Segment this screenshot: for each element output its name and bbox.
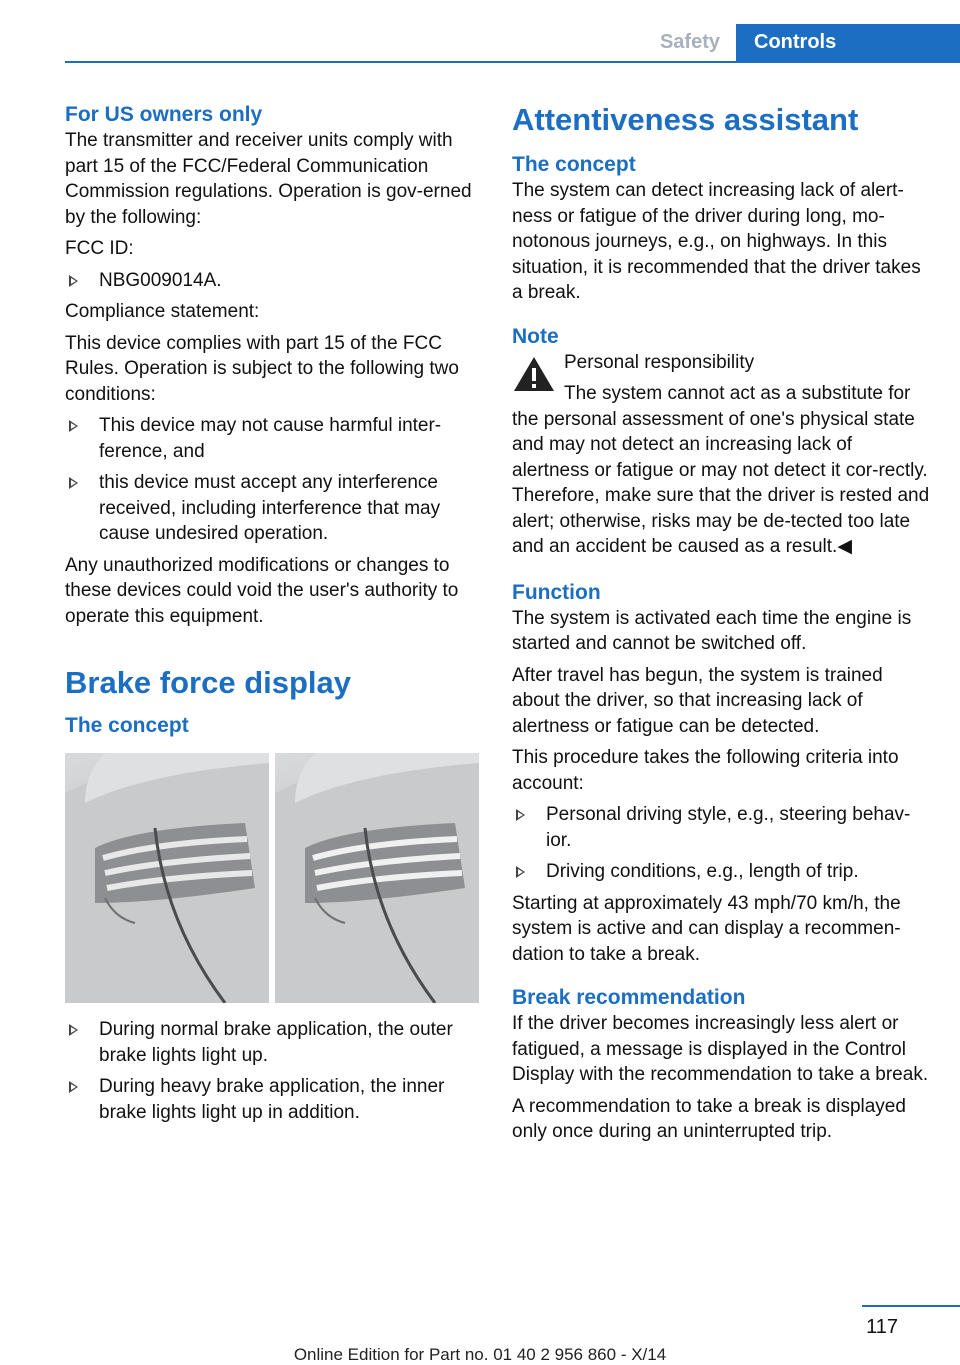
list-item-text: During heavy brake application, the inner brake lights light up in addition. (99, 1076, 445, 1123)
list-item-text: NBG009014A. (99, 269, 222, 291)
footer-rule (862, 1305, 960, 1307)
left-column (65, 102, 480, 1131)
unauthorized-paragraph: Any unauthorized modifications or changes to these devices could void the user's authority to operate this equipment. (65, 554, 459, 627)
list-item-text: this device must accept any interference received, including interference that may cause undesired operation. (99, 472, 441, 544)
attentiveness-title: Attentiveness assistant (512, 102, 859, 137)
list-item-text: Personal driving style, e.g., steering behav‐ior. (546, 804, 911, 851)
triangle-bullet-icon (516, 809, 525, 821)
header-chapter-label: Controls (736, 24, 960, 62)
triangle-bullet-icon (516, 866, 525, 878)
us-owners-heading: For US owners only (65, 103, 263, 126)
function-paragraph-4: Starting at approximately 43 mph/70 km/h, the system is active and can display a recommen‐dation to take a break. (512, 892, 901, 965)
brake-force-title: Brake force display (65, 665, 352, 700)
list-item (512, 859, 930, 885)
brake-lights-heavy-image (275, 753, 479, 1003)
edition-footer: Online Edition for Part no. 01 40 2 956 860 - X/14 (293, 1345, 667, 1364)
page-number: 117 (866, 1316, 898, 1338)
list-item (65, 1017, 480, 1068)
conditions-list (65, 413, 480, 547)
fcc-id-label: FCC ID: (65, 238, 134, 259)
function-paragraph-1: The system is activated each time the engine is started and cannot be switched off. (512, 607, 912, 654)
note-block (512, 350, 930, 413)
function-paragraph-3: This procedure takes the following criteria into account: (512, 747, 899, 794)
triangle-bullet-icon (69, 275, 78, 287)
brake-lights-normal-image (65, 753, 269, 1003)
concept-heading: The concept (512, 153, 636, 176)
triangle-bullet-icon (69, 1024, 78, 1036)
compliance-label: Compliance statement: (65, 301, 260, 322)
right-column (512, 102, 930, 1151)
list-item (65, 413, 480, 464)
triangle-bullet-icon (69, 1081, 78, 1093)
list-item (65, 268, 480, 294)
list-item (512, 802, 930, 853)
triangle-bullet-icon (69, 420, 78, 432)
warning-icon (512, 354, 556, 394)
us-owners-paragraph: The transmitter and receiver units comply with part 15 of the FCC/Federal Communication Commission regulations. Operation is gov‐erned by the following: (65, 130, 472, 228)
concept-paragraph: The system can detect increasing lack of alert‐ness or fatigue of the driver during long, mo‐notonous journeys, e.g., on highways. In this situation, it is recommended that the driver takes a break. (512, 180, 921, 303)
header-rule (65, 61, 960, 63)
list-item-text: Driving conditions, e.g., length of trip. (546, 861, 859, 882)
note-first-line: The system cannot act as a substitute for (564, 383, 911, 404)
note-title: Personal responsibility (564, 351, 755, 373)
function-heading: Function (512, 580, 601, 604)
list-item (65, 1074, 480, 1125)
break-paragraph-1: If the driver becomes increasingly less alert or fatigued, a message is displayed in the Control Display with the recommendation to take a break. (512, 1013, 929, 1085)
criteria-list (512, 802, 930, 885)
compliance-paragraph: This device complies with part 15 of the FCC Rules. Operation is subject to the following two conditions: (65, 332, 459, 405)
note-body: the personal assessment of one's physical state and may not detect an increasing lack of alertness or fatigue or may not detect it cor‐rectly. Therefore, make sure that the driver is rested and alert; otherwise, risks may be de‐tected too late and an accident be caused as a result.◀ (512, 408, 930, 557)
triangle-bullet-icon (69, 477, 78, 489)
list-item-text: During normal brake application, the outer brake lights light up. (99, 1019, 453, 1066)
list-item-text: This device may not cause harmful inter‐ference, and (99, 415, 442, 462)
function-paragraph-2: After travel has begun, the system is trained about the driver, so that increasing lack of alertness or fatigue can be detected. (512, 664, 883, 737)
break-heading: Break recommendation (512, 986, 746, 1009)
header-section-label: Safety (659, 31, 720, 53)
brake-lights-figure (65, 753, 480, 1003)
brake-concept-heading: The concept (65, 714, 189, 737)
page-header (648, 24, 960, 62)
note-heading: Note (512, 324, 559, 348)
fcc-id-list (65, 268, 480, 294)
brake-list (65, 1017, 480, 1125)
note-lines (564, 350, 910, 413)
break-paragraph-2: A recommendation to take a break is displayed only once during an uninterrupted trip. (512, 1095, 906, 1142)
list-item (65, 470, 480, 547)
